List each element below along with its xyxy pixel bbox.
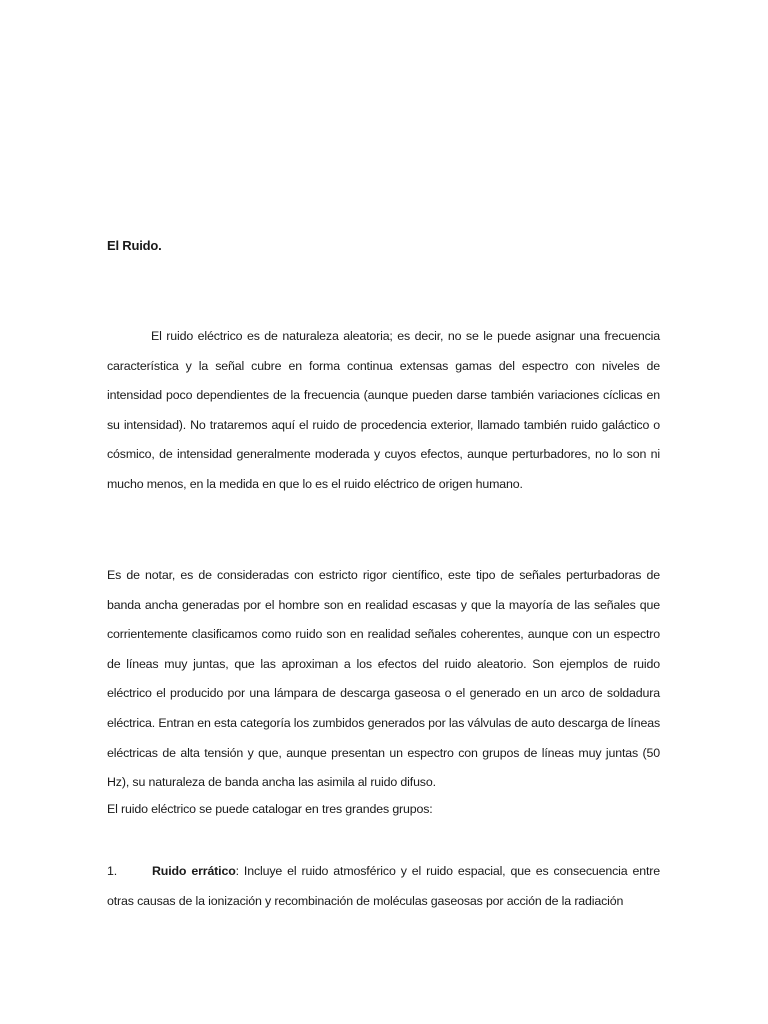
- list-item: [107, 857, 660, 916]
- paragraph-notes: Es de notar, es de consideradas con estricto rigor científico, este tipo de señales perturbadoras de banda ancha generadas por el hombre son en realidad escasas y que la mayoría de las señales que corrientemente clasificamos como ruido son en realidad señales coherentes, aunque con un espectro de líneas muy juntas, que las aproximan a los efectos del ruido aleatorio. Son ejemplos de ruido eléctrico el producido por una lámpara de descarga gaseosa o el generado en un arco de soldadura eléctrica. Entran en esta categoría los zumbidos generados por las válvulas de auto descarga de líneas eléctricas de alta tensión y que, aunque presentan un espectro con grupos de líneas muy juntas (50 Hz), su naturaleza de banda ancha las asimila al ruido difuso.: [107, 568, 660, 790]
- list-item-text: : Incluye el ruido atmosférico y el ruido espacial, que es consecuencia entre otras causas de la ionización y recombinación de moléculas gaseosas por acción de la radiación: [107, 864, 660, 908]
- paragraph-groups: El ruido eléctrico se puede catalogar en tres grandes grupos:: [107, 802, 433, 816]
- page-title: El Ruido.: [107, 238, 162, 253]
- list-item-number: 1.: [107, 864, 118, 878]
- paragraph-intro: El ruido eléctrico es de naturaleza aleatoria; es decir, no se le puede asignar una frecuencia característica y la señal cubre en forma continua extensas gamas del espectro con niveles de intensidad poco dependientes de la frecuencia (aunque pueden darse también variaciones cíclicas en su intensidad). No trataremos aquí el ruido de procedencia exterior, llamado también ruido galáctico o cósmico, de intensidad generalmente moderada y cuyos efectos, aunque perturbadores, no lo son ni mucho menos, en la medida en que lo es el ruido eléctrico de origen humano.: [107, 329, 660, 491]
- list-item-term: Ruido errático: [152, 864, 236, 878]
